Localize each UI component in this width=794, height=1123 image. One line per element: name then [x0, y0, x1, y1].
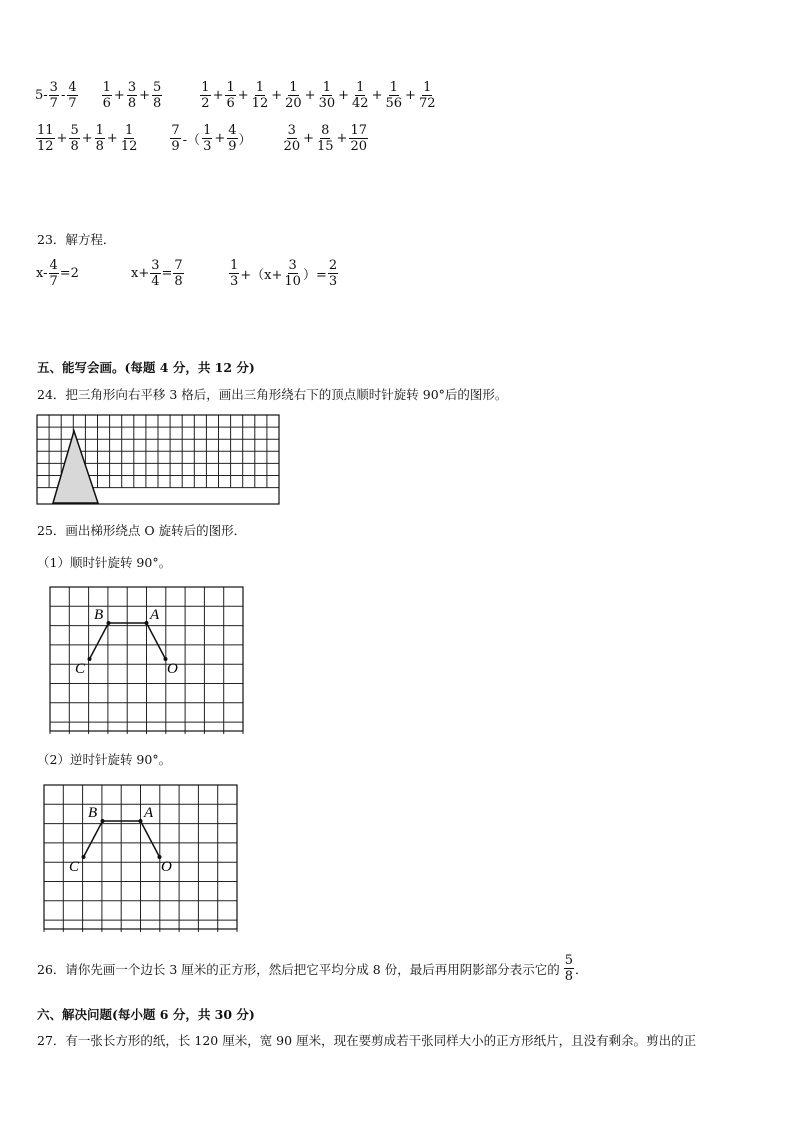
fraction-denominator: 8 — [95, 139, 104, 154]
eq1-prefix: x- — [36, 266, 48, 281]
fraction — [418, 80, 437, 111]
label-o-2: O — [161, 859, 172, 875]
operator: + — [113, 88, 125, 103]
eq1-fraction — [49, 258, 59, 289]
calc-expression-2-2 — [169, 123, 251, 154]
fraction-denominator: 12 — [251, 96, 269, 111]
fraction-numerator: 11 — [37, 123, 54, 138]
fraction-denominator: 9 — [228, 139, 237, 154]
fraction-numerator: 7 — [171, 123, 180, 138]
q24-text: 24．把三角形向右平移 3 格后，画出三角形绕右下的顶点顺时针旋转 90°后的图形。 — [37, 387, 508, 402]
eq3-fraction-c — [328, 258, 338, 289]
fraction-numerator: 1 — [389, 80, 398, 95]
fraction-denominator: 56 — [385, 96, 403, 111]
fraction-denominator: 12 — [120, 139, 138, 154]
fraction — [69, 123, 79, 154]
fraction-denominator: 42 — [352, 96, 369, 111]
q26-line — [37, 953, 588, 984]
fraction-numerator: 1 — [322, 80, 331, 95]
q23-equation-1 — [36, 258, 79, 289]
fraction — [200, 80, 210, 111]
operator: -（ — [182, 133, 201, 148]
fraction — [67, 80, 77, 111]
label-b-2: B — [88, 805, 98, 821]
eq3-a-den: 3 — [230, 274, 239, 289]
eq1-suffix: =2 — [59, 266, 79, 281]
calc-expression-2-1 — [35, 123, 139, 154]
q27-text: 27．有一张长方形的纸，长 120 厘米，宽 90 厘米，现在要剪成若干张同样大小的正方形纸片，且没有剩余。剪出的正 — [37, 1033, 697, 1048]
q25-grid-figure-2 — [43, 784, 239, 932]
eq3-c-den: 3 — [328, 274, 338, 289]
fraction-denominator: 2 — [201, 96, 210, 111]
fraction-denominator: 72 — [418, 96, 436, 111]
eq1-den: 7 — [49, 274, 58, 289]
fraction-numerator: 1 — [203, 123, 212, 138]
eq2-prefix: x+ — [131, 266, 150, 281]
eq3-fraction-b — [283, 258, 302, 289]
fraction — [225, 80, 235, 111]
q26-fraction — [564, 953, 574, 984]
fraction-numerator: 1 — [95, 123, 104, 138]
fraction — [227, 123, 237, 154]
operator: + — [214, 131, 226, 146]
fraction — [384, 80, 403, 111]
fraction-numerator: 4 — [228, 123, 237, 138]
fraction-denominator: 7 — [68, 96, 77, 111]
operator: + — [56, 131, 68, 146]
fraction — [202, 123, 212, 154]
q26-num: 5 — [564, 953, 573, 968]
eq2-num: 3 — [151, 258, 160, 273]
calc-expression-1-3 — [199, 80, 437, 111]
fraction-numerator: 5 — [70, 123, 79, 138]
fraction — [120, 123, 139, 154]
operator: + — [237, 88, 249, 103]
fraction-numerator: 17 — [350, 123, 367, 138]
q23-label: 23．解方程． — [37, 232, 116, 247]
eq2-num2: 7 — [174, 258, 183, 273]
eq2-den2: 8 — [174, 274, 183, 289]
fraction-denominator: 7 — [49, 96, 58, 111]
fraction — [351, 80, 370, 111]
section-6-heading: 六、解决问题(每小题 6 分，共 30 分) — [37, 1007, 255, 1022]
eq3-b-num: 3 — [288, 258, 297, 273]
operator: + — [303, 131, 314, 146]
fraction — [49, 80, 59, 111]
calc-row-1 — [35, 80, 437, 111]
fraction-numerator: 1 — [255, 80, 265, 95]
q26-text: 26．请你先画一个边长 3 厘米的正方形，然后把它平均分成 8 份，最后再用阴影部分表示它的 — [37, 961, 560, 977]
fraction-denominator: 8 — [70, 139, 79, 154]
fraction-denominator: 20 — [283, 139, 301, 154]
point-c-2 — [82, 855, 86, 859]
eq3-b-den: 10 — [284, 274, 301, 289]
eq3-c-num: 2 — [328, 258, 338, 273]
q25-text: 25．画出梯形绕点 O 旋转后的图形． — [37, 523, 247, 538]
fraction-denominator: 20 — [285, 96, 302, 111]
q26-den: 8 — [564, 969, 573, 984]
section-5-heading: 五、能写会画。(每题 4 分，共 12 分) — [37, 360, 255, 375]
fraction — [127, 80, 137, 111]
q25-grid-figure-1 — [49, 586, 245, 734]
eq1-num: 4 — [49, 258, 58, 273]
fraction-numerator: 1 — [124, 123, 134, 138]
label-o-1: O — [167, 661, 178, 677]
eq2-fraction-b — [173, 258, 183, 289]
eq2-equals: = — [161, 266, 173, 281]
point-b-2 — [101, 819, 105, 823]
fraction-denominator: 15 — [317, 139, 334, 154]
fraction-numerator: 3 — [127, 80, 137, 95]
eq2-den: 4 — [151, 274, 160, 289]
fraction-numerator: 5 — [153, 80, 162, 95]
fraction-numerator: 4 — [68, 80, 77, 95]
fraction-numerator: 1 — [226, 80, 235, 95]
fraction — [349, 123, 368, 154]
operator: + — [304, 88, 316, 103]
fraction — [170, 123, 180, 154]
fraction — [283, 123, 302, 154]
calc-expression-1-2 — [101, 80, 164, 111]
q24-grid-figure — [36, 414, 282, 508]
q25-part-2-label: （2）逆时针旋转 90°。 — [37, 752, 172, 767]
point-a-1 — [145, 621, 149, 625]
q26-end: ． — [575, 961, 588, 977]
fraction — [95, 123, 105, 154]
fraction — [102, 80, 112, 111]
fraction — [152, 80, 162, 111]
label-b-1: B — [94, 607, 104, 623]
q23-equation-3 — [228, 258, 339, 289]
fraction-numerator: 1 — [423, 80, 432, 95]
fraction — [284, 80, 303, 111]
label-a-2: A — [144, 805, 154, 821]
expr-prefix: 5- — [35, 88, 48, 103]
label-a-1: A — [150, 607, 160, 623]
eq3-fraction-a — [229, 258, 239, 289]
fraction-numerator: 8 — [321, 123, 330, 138]
fraction-denominator: 12 — [37, 139, 54, 154]
fraction-denominator: 20 — [350, 139, 367, 154]
fraction — [316, 123, 335, 154]
fraction-numerator: 3 — [49, 80, 58, 95]
fraction-numerator: 1 — [289, 80, 298, 95]
operator: + — [139, 88, 151, 103]
label-c-1: C — [75, 661, 86, 677]
q23-equation-2 — [131, 258, 185, 289]
fraction-denominator: 6 — [226, 96, 235, 111]
fraction — [36, 123, 55, 154]
calc-expression-1-1 — [35, 80, 79, 111]
operator: + — [405, 88, 416, 103]
point-c-1 — [88, 657, 92, 661]
fraction-denominator: 6 — [102, 96, 111, 111]
eq3-a-num: 1 — [230, 258, 239, 273]
label-c-2: C — [69, 859, 80, 875]
q25-part-1-label: （1）顺时针旋转 90°。 — [37, 555, 172, 570]
operator: + — [371, 88, 383, 103]
eq3-mid: +（x+ — [240, 268, 283, 283]
fraction — [318, 80, 337, 111]
calc-expression-2-3 — [282, 123, 369, 154]
shaded-triangle — [53, 431, 98, 503]
operator: + — [81, 131, 93, 146]
fraction-numerator: 1 — [102, 80, 111, 95]
eq2-fraction-a — [150, 258, 160, 289]
fraction-numerator: 1 — [201, 80, 210, 95]
fraction-numerator: 3 — [287, 123, 296, 138]
operator: + — [336, 131, 348, 146]
fraction-denominator: 9 — [171, 139, 180, 154]
fraction-numerator: 1 — [356, 80, 365, 95]
operator: - — [60, 88, 66, 103]
fraction-denominator: 8 — [153, 96, 162, 111]
fraction — [251, 80, 270, 111]
operator: + — [106, 131, 118, 146]
expr-suffix: ） — [238, 133, 252, 148]
point-b-1 — [107, 621, 111, 625]
point-a-2 — [139, 819, 143, 823]
calc-row-2 — [35, 123, 369, 154]
eq3-close: ）= — [302, 268, 327, 283]
fraction-denominator: 8 — [127, 96, 137, 111]
fraction-denominator: 3 — [203, 139, 212, 154]
operator: + — [271, 88, 283, 103]
operator: + — [212, 88, 224, 103]
fraction-denominator: 30 — [318, 96, 336, 111]
operator: + — [338, 88, 350, 103]
